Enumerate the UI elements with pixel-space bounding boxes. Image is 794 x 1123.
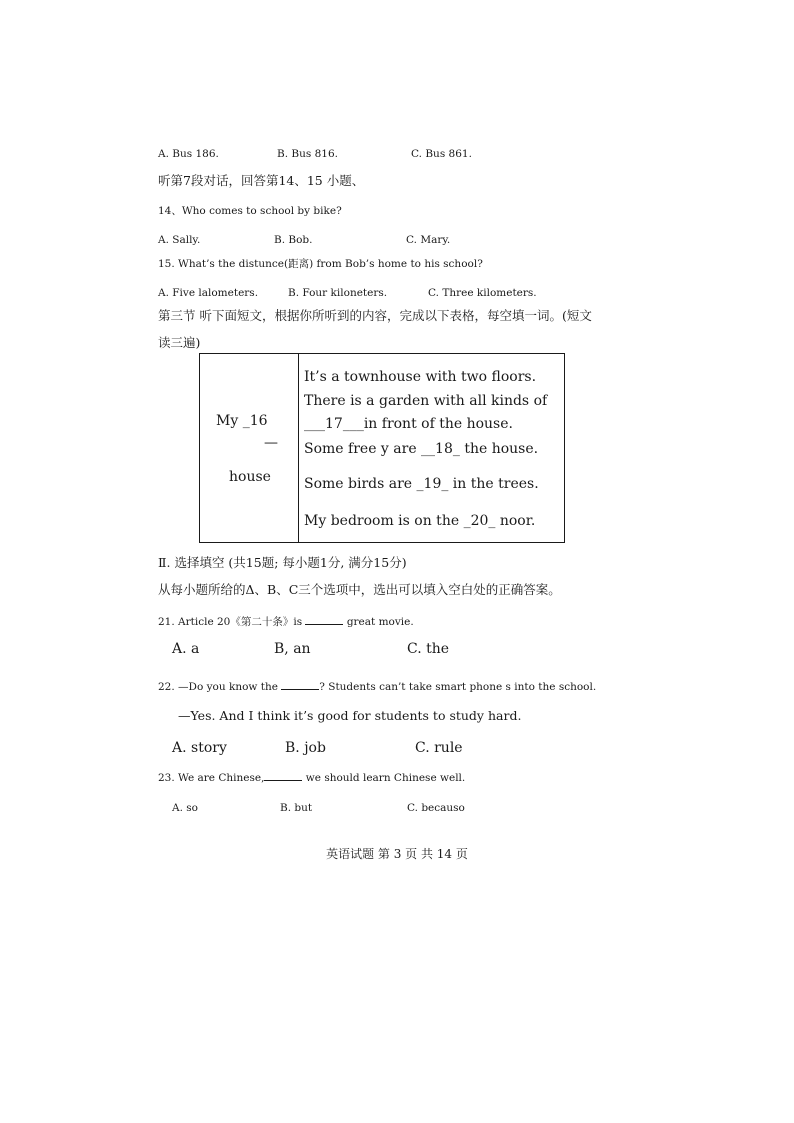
q21-question — [158, 614, 414, 629]
q14-option-a: A. Sally. — [158, 234, 201, 246]
q21-option-b: B, an — [274, 641, 311, 657]
q23-text-before: 23. We are Chinese, — [158, 772, 265, 784]
table-right-line2: There is a garden with all kinds of — [304, 393, 548, 409]
table-left-line2: — — [264, 435, 278, 451]
q15-question: 15. What’s the distunce(距离) from Bob’s home to his school? — [158, 258, 483, 270]
table-right-line4: Some free y are __18_ the house. — [304, 441, 539, 457]
section3-instruction-line1: 第三节 听下面短文，根据你所听到的内容，完成以下表格，每空填一词。(短文 — [158, 308, 592, 323]
q22-option-a: A. story — [172, 740, 227, 756]
q22-option-c: C. rule — [415, 740, 463, 756]
q23-option-b: B. but — [280, 802, 313, 814]
q15-option-a: A. Five lalometers. — [158, 287, 259, 299]
q14-option-b: B. Bob. — [274, 234, 313, 246]
table-right-line6: My bedroom is on the _20_ noor. — [304, 513, 536, 529]
page-footer: 英语试题 第 3 页 共 14 页 — [326, 847, 468, 861]
q23-option-a: A. so — [172, 802, 198, 814]
table-left-line3: house — [229, 469, 271, 485]
q21-option-c: C. the — [407, 641, 450, 657]
part2-instruction: 从每小题所给的Δ、B、C三个选项中，选出可以填入空白处的正确答案。 — [158, 582, 561, 597]
q13-option-b: B. Bus 816. — [277, 148, 338, 160]
q15-option-c: C. Three kilometers. — [428, 287, 537, 299]
fill-in-table — [199, 353, 565, 543]
q21-text-before: 21. Article 20《第二十条》is — [158, 616, 303, 628]
q22-question — [158, 679, 596, 693]
table-left-line1: My _16 — [216, 413, 268, 429]
section-instruction-7: 听第7段对话，回答第14、15 小题、 — [158, 173, 365, 188]
section3-instruction-line2: 读三遍) — [158, 335, 201, 350]
q22-reply: —Yes. And I think it’s good for students to study hard. — [178, 708, 522, 723]
q23-option-c: C. becauso — [407, 802, 465, 814]
q14-option-c: C. Mary. — [406, 234, 451, 246]
q21-text-after: great movie. — [346, 616, 414, 628]
table-right-line3: ___17___in front of the house. — [304, 416, 513, 432]
q22-option-b: B. job — [285, 740, 326, 756]
q21-blank — [305, 614, 343, 625]
table-right-line1: It’s a townhouse with two floors. — [304, 369, 537, 385]
q13-option-c: C. Bus 861. — [411, 148, 472, 160]
q13-option-a: A. Bus 186. — [158, 148, 219, 160]
q23-blank — [264, 770, 302, 781]
q15-option-b: B. Four kiloneters. — [288, 287, 388, 299]
q22-text-before: 22. —Do you know the — [158, 681, 278, 693]
q23-question — [158, 770, 465, 784]
q21-option-a: A. a — [172, 641, 200, 657]
q23-text-after: we should learn Chinese well. — [305, 772, 466, 784]
q22-text-after: ? Students can’t take smart phone s into the school. — [319, 681, 597, 693]
part2-title: Ⅱ. 选择填空 (共15题; 每小题1分, 满分15分) — [158, 555, 407, 570]
q22-blank — [281, 679, 319, 690]
q14-question: 14、Who comes to school by bike? — [158, 205, 342, 217]
table-right-line5: Some birds are _19_ in the trees. — [304, 476, 539, 492]
table-divider — [298, 354, 299, 542]
